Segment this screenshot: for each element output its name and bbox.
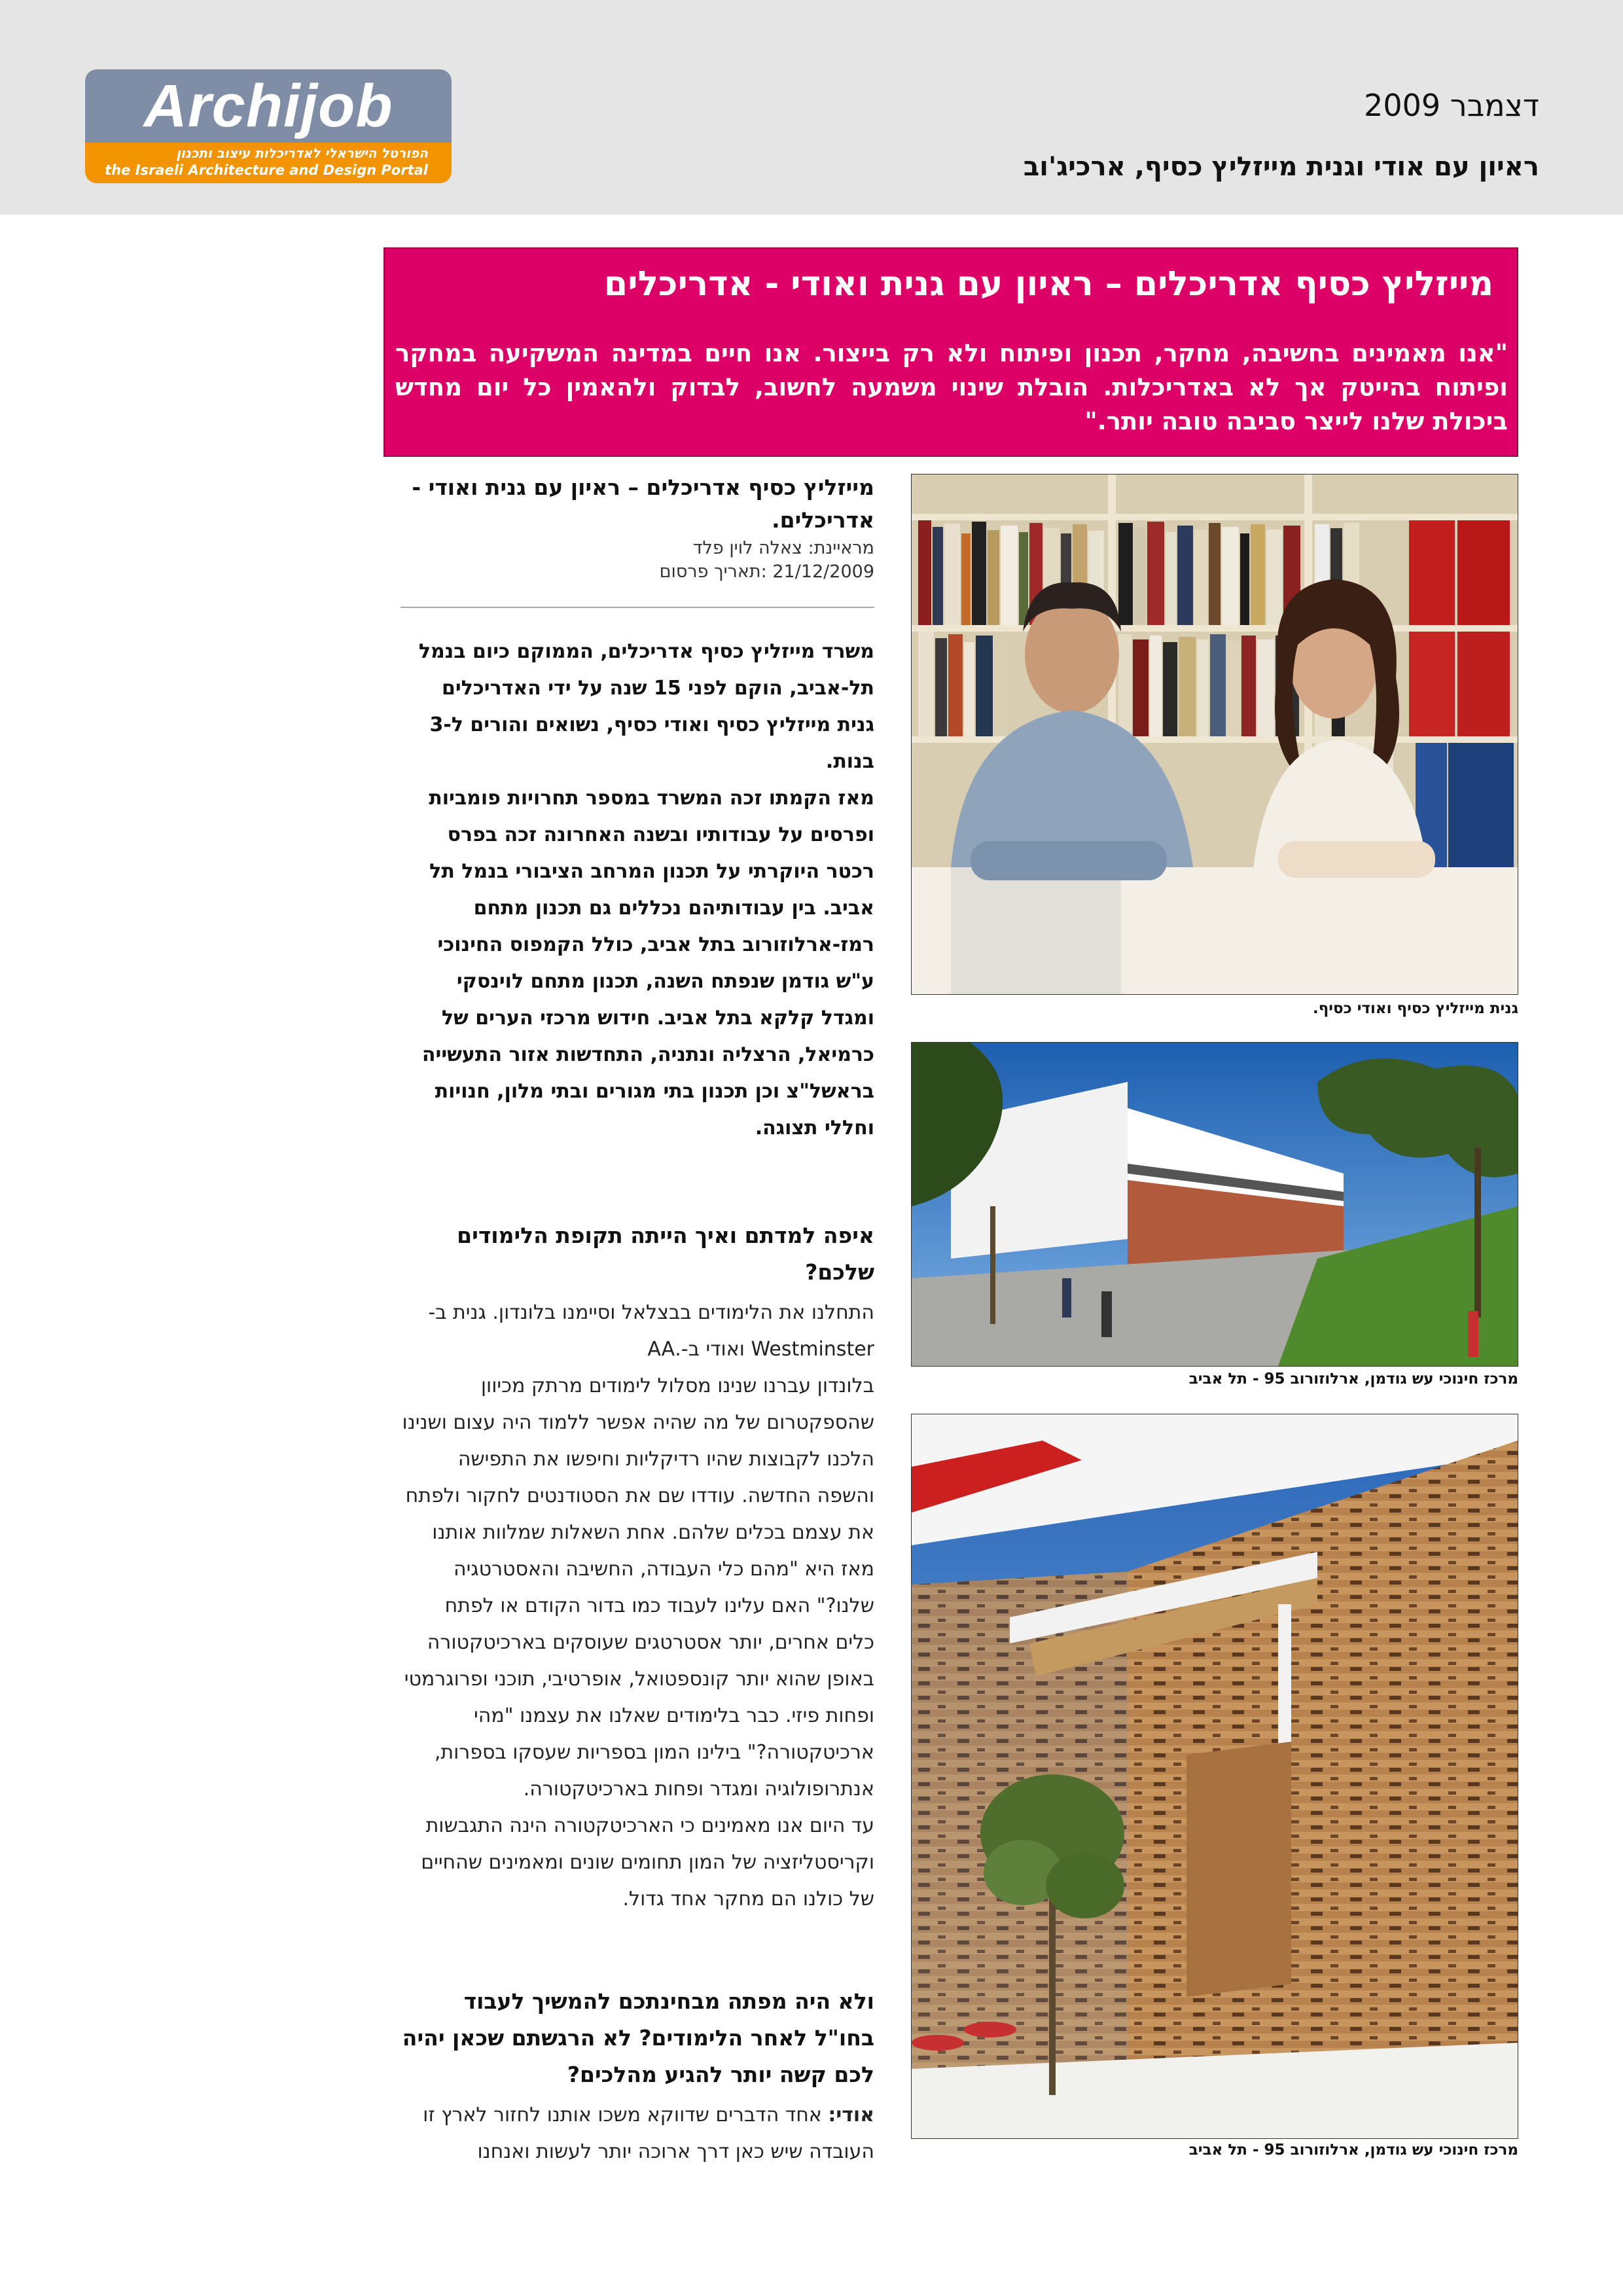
publish-date-value: 21/12/2009 [772, 562, 874, 582]
portrait-photo [911, 474, 1518, 995]
header-subtitle: ראיון עם אודי וגנית מייזליץ כסיף, ארכיג'וב [1023, 152, 1539, 182]
intro-paragraph-1: משרד מייזליץ כסיף אדריכלים, הממוקם כיום בנמל תל-אביב, הוקם לפני 15 שנה על ידי האדריכלים גנית מייזליץ כסיף ואודי כסיף, נשואים והורים ל-3 בנות. [418, 640, 874, 773]
photo-caption-2: מרכז חינוכי עש גודמן, ארלוזורוב 95 - תל אביב [1188, 1371, 1518, 1388]
question-2: ולא היה מפתה מבחינתכם להמשיך לעבוד בחו"ל לאחר הלימודים? לא הרגשתם שכאן יהיה לכם קשה יותר להגיע מהלכים? [402, 1988, 874, 2087]
divider [401, 607, 874, 608]
article-intro [401, 634, 874, 1147]
answer-1-paragraph-2: בלונדון עברנו שנינו מסלול לימודים מרתק מכיוון שהספקטרום של מה שהיה אפשר ללמוד היה עצום ושנינו הלכנו לקבוצות שהיו רדיקליות וחיפשו את התפישה והשפה החדשה. עודדו שם את הסטודנטים לחקור ולפתח את עצמם בכלים שלהם. אחת השאלות שמלוות אותנו מאז היא "מהם כלי העבודה, החשיבה והאסטרטגיה שלנו?" האם עלינו לעבוד כמו בדור הקודם או לפתח כלים אחרים, יותר אסטרטגים שעוסקים בארכיטקטורה באופן שהוא יותר קונספטואל, אופרטיבי, תוכני ופרוגרמטי ופחות פיזי. כבר בלימודים שאלנו את עצמנו "מהי ארכיטקטורה?" בילינו המון בספריות שעסקו בספרות, אנתרופולוגיה ומגדר ופחות בארכיטקטורה. [402, 1374, 874, 1801]
answer-2 [401, 2097, 874, 2170]
answer-1-paragraph-1: התחלנו את הלימודים בבצלאל וסיימנו בלונדון. גנית ב-Westminster ואודי ב-.AA [428, 1301, 874, 1361]
building-photo [911, 1042, 1518, 1367]
logo-tagline-english: the Israeli Architecture and Design Portal [105, 162, 428, 178]
issue-date: דצמבר 2009 [1364, 88, 1539, 123]
archijob-logo[interactable] [85, 69, 452, 183]
banner-title: מייזליץ כסיף אדריכלים – ראיון עם גנית ואודי - אדריכלים [604, 264, 1493, 304]
banner-quote: "אנו מאמינים בחשיבה, מחקר, תכנון ופיתוח ולא רק בייצור. אנו חיים במדינה המשקיעה במחקר ופיתוח בהייטק אך לא באדריכלות. הובלת שינוי משמעה לחשוב, לבדוק ולהאמין כל יום מחדש ביכולת שלנו לייצר סביבה טובה יותר." [395, 339, 1508, 435]
article-banner [383, 247, 1518, 457]
page-header [0, 0, 1623, 215]
interviewer-credit: מראיינת: צאלה לוין פלד [692, 538, 874, 558]
article-meta-title: מייזליץ כסיף אדריכלים – ראיון עם גנית ואודי - אדריכלים. [412, 475, 874, 533]
publish-date-label: תאריך פרסום: [659, 562, 767, 582]
answer-1 [401, 1295, 874, 1918]
publish-date [401, 560, 874, 584]
photo-caption-1: גנית מייזליץ כסיף ואודי כסיף. [1313, 1000, 1518, 1017]
photo-caption-3: מרכז חינוכי עש גודמן, ארלוזורוב 95 - תל אביב [1188, 2142, 1518, 2159]
answer-1-paragraph-3: עד היום אנו מאמינים כי הארכיטקטורה הינה התגבשות וקריסטליזציה של המון תחומים שונים ומאמינים שהחיים של כולנו הם מחקר אחד גדול. [421, 1814, 874, 1910]
logo-wordmark: Archijob [143, 73, 393, 139]
question-1: איפה למדתם ואיך הייתה תקופת הלימודים שלכם? [457, 1223, 874, 1285]
facade-photo [911, 1414, 1518, 2139]
answer-2-text: אחד הדברים שדווקא משכו אותנו לחזור לארץ זו העובדה שיש כאן דרך ארוכה יותר לעשות ואנחנו [423, 2104, 874, 2163]
intro-paragraph-2: מאז הקמתו זכה המשרד במספר תחרויות פומביות ופרסים על עבודותיו ובשנה האחרונה זכה בפרס רכטר היוקרתי על תכנון המרחב הציבורי בנמל תל אביב. בין עבודותיהם נכללים גם תכנון מתחם רמז-ארלוזורוב בתל אביב, כולל הקמפוס החינוכי ע"ש גודמן שנפתח השנה, תכנון מתחם לוינסקי ומגדל קלקא בתל אביב. חידוש מרכזי הערים של כרמיאל, הרצליה ונתניה, התחדשות אזור התעשייה בראשל"צ וכן תכנון בתי מגורים ובתי מלון, חנויות וחללי תצוגה. [421, 787, 874, 1139]
logo-tagline-hebrew: הפורטל הישראלי לאדריכלות עיצוב ותכנון [176, 145, 428, 161]
answer-2-speaker: אודי: [828, 2104, 874, 2126]
